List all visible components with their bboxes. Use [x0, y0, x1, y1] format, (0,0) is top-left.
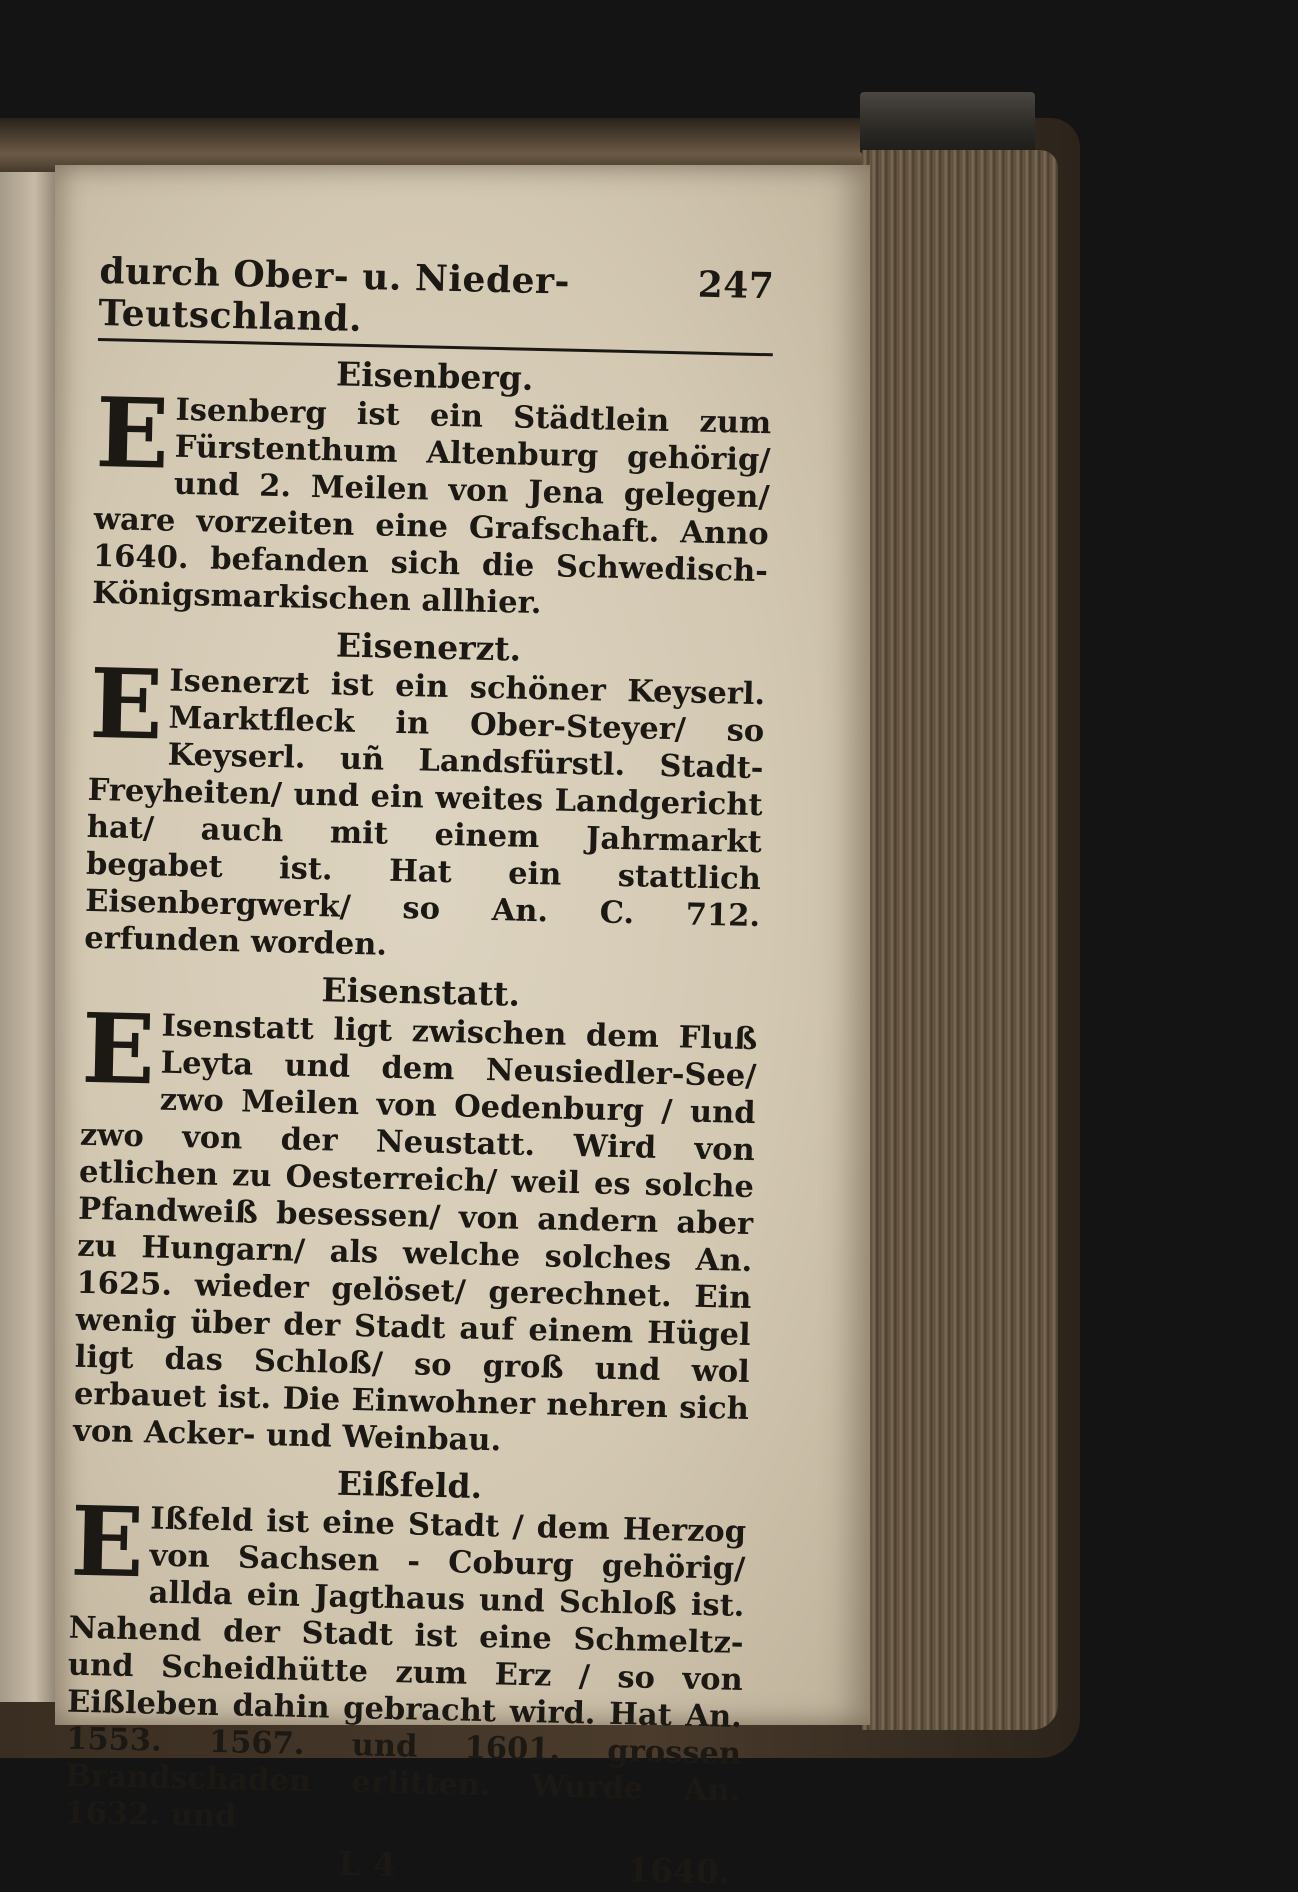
entry-text — [72, 991, 758, 1465]
page-text — [63, 250, 775, 1892]
signature-mark: L 4 — [338, 1843, 397, 1885]
entry-body: Ißfeld ist eine Stadt / dem Herzog von Sachsen - Coburg gehörig/ allda ein Jagthaus und Schloß ist. Nahend der Stadt ist eine Schmeltz- und Scheidhütte zum Erz / so von Eißleben dahin gebracht wird. Hat An. 1553. 1567. und 1601. grossen Brandschaden erlitten. Wurde An. 1632. und — [64, 1500, 747, 1835]
drop-cap: E — [80, 991, 157, 1107]
running-head — [98, 250, 775, 356]
page-number: 247 — [697, 263, 775, 308]
drop-cap: E — [69, 1484, 146, 1600]
running-head-title: durch Ober- u. Nieder-Teutschland. — [98, 250, 571, 340]
page-fore-edge — [862, 150, 1058, 1730]
entry-heading: Eisenerzt. — [335, 625, 522, 669]
entry-text — [91, 375, 772, 627]
left-page-edge — [0, 172, 58, 1702]
entry-heading: Eißfeld. — [336, 1463, 483, 1506]
entry-body: Isenberg ist ein Städtlein zum Fürstenthum Altenburg gehörig/ und 2. Meilen von Jena gelegen/ ware vorzeiten eine Grafschaft. Anno 1640. befanden sich die Schwedisch-Königsmarkischen allhier. — [91, 391, 772, 622]
drop-cap: E — [88, 646, 165, 762]
entry-text — [64, 1484, 747, 1847]
book-clasp — [860, 92, 1035, 154]
entry-body: Isenstatt ligt zwischen dem Fluß Leyta und dem Neusiedler-See/ zwo Meilen von Oedenburg / und zwo von der Neustatt. Wird von etlichen zu Oesterreich/ weil es solche Pfandweiß besessen/ von andern aber zu Hungarn/ als welche solches An. 1625. wieder gelöset/ gerechnet. Ein wenig über der Stadt auf einem Hügel ligt das Schloß/ so groß und wol erbauet ist. Die Einwohner nehren sich von Acker- und Weinbau. — [72, 1007, 758, 1459]
entry-body: Isenerzt ist ein schöner Keyserl. Marktfleck in Ober-Steyer/ so Keyserl. uñ Landsfürstl. Stadt-Freyheiten/ und ein weites Landgericht hat/ auch mit einem Jahrmarkt begabet ist. Hat ein stattlich Eisenbergwerk/ so An. C. 712. erfunden worden. — [83, 662, 766, 963]
entry-heading: Eisenberg. — [335, 354, 534, 398]
catchword: 1640. — [626, 1850, 731, 1892]
drop-cap: E — [94, 375, 171, 491]
entry-text — [83, 646, 766, 972]
entry-heading: Eisenstatt. — [321, 970, 521, 1014]
